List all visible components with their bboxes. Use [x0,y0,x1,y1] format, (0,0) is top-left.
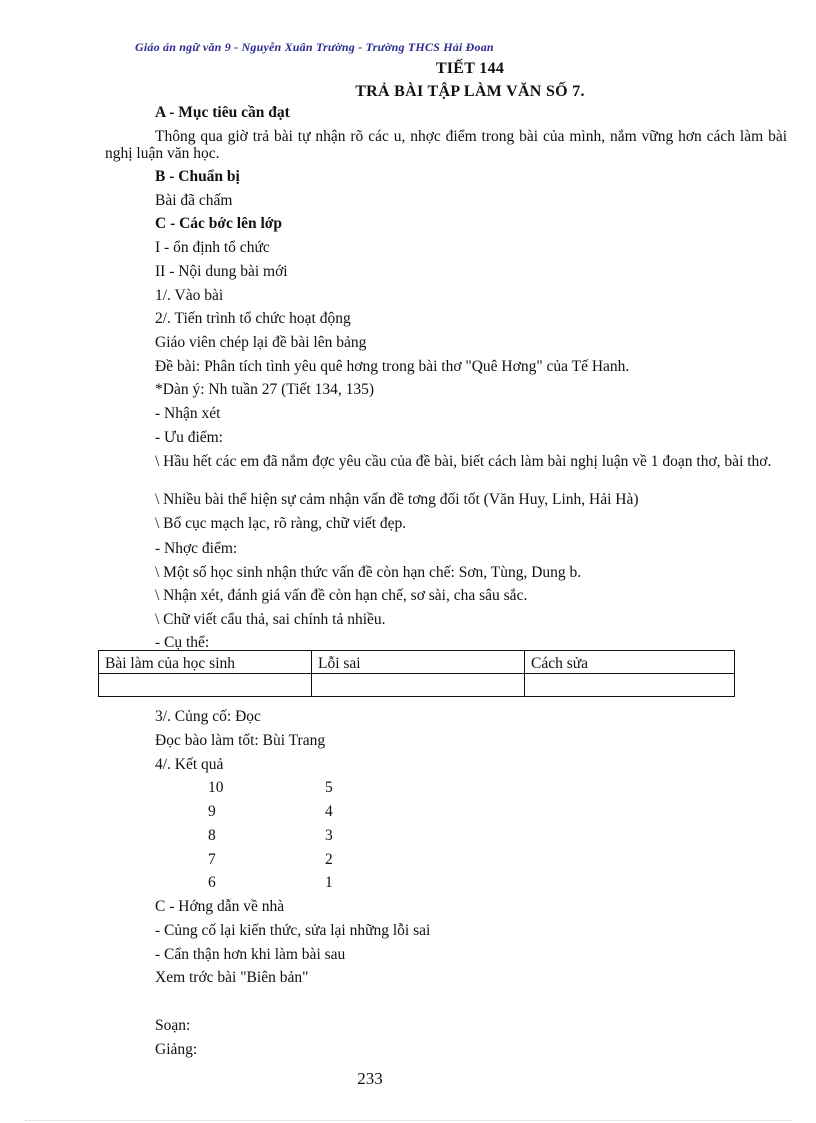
outline-note: *Dàn ý: Nh tuần 27 (Tiết 134, 135) [155,381,374,398]
section-b-body: Bài đã chấm [155,192,233,209]
table-cell [99,674,312,697]
table-header-cell: Cách sửa [525,651,735,674]
table-cell [525,674,735,697]
weaknesses-heading: - Nhợc điểm: [155,540,238,557]
table-header-row [99,651,735,674]
step-2: II - Nội dung bài mới [155,263,288,280]
result-right: 4 [325,803,333,820]
table-cell [312,674,525,697]
remarks-heading: - Nhận xét [155,405,221,422]
result-left: 9 [208,803,216,820]
substep-4: 4/. Kết quả [155,756,224,773]
result-right: 1 [325,874,333,891]
table-header-cell: Lỗi sai [312,651,525,674]
weakness-item-3: \ Chữ viết cẩu thả, sai chính tả nhiều. [155,611,386,628]
substep-3a: Đọc bào làm tốt: Bùi Trang [155,732,326,749]
error-table [98,650,735,697]
specifics-heading: - Cụ thể: [155,634,210,651]
lesson-title: TRẢ BÀI TẬP LÀM VĂN SỐ 7. [355,83,585,100]
table-row [99,674,735,697]
weakness-item-2: \ Nhận xét, đánh giá vấn đề còn hạn chế, sơ sài, cha sâu sắc. [155,587,528,604]
substep-2a: Giáo viên chép lại đề bài lên bảng [155,334,367,351]
homework-item-3: Xem trớc bài "Biên bản" [155,969,309,986]
substep-1: 1/. Vào bài [155,287,224,304]
page-bottom-divider [25,1120,791,1121]
essay-prompt: Đề bài: Phân tích tình yêu quê hơng trong bài thơ "Quê Hơng" của Tế Hanh. [155,358,630,375]
substep-3: 3/. Củng cố: Đọc [155,708,261,725]
homework-item-1: - Củng cố lại kiến thức, sửa lại những lỗi sai [155,922,431,939]
homework-heading: C - Hớng dẫn về nhà [155,898,285,915]
strength-item-3: \ Bố cục mạch lạc, rõ ràng, chữ viết đẹp. [155,515,407,532]
homework-item-2: - Cẩn thận hơn khi làm bài sau [155,946,346,963]
section-b-heading: B - Chuẩn bị [155,168,240,185]
section-c-heading: C - Các bớc lên lớp [155,215,282,232]
section-a-body: Thông qua giờ trả bài tự nhận rõ các u, nhợc điểm trong bài của mình, nắm vững hơn cách làm bài nghị luận văn học. [105,128,787,162]
result-left: 10 [208,779,224,796]
strengths-heading: - Ưu điểm: [155,429,223,446]
strength-item-2: \ Nhiều bài thể hiện sự cảm nhận vấn đề tơng đối tốt (Văn Huy, Linh, Hải Hà) [155,491,639,508]
result-left: 8 [208,827,216,844]
lesson-number: TIẾT 144 [435,60,505,77]
substep-2: 2/. Tiến trình tổ chức hoạt động [155,310,351,327]
result-left: 6 [208,874,216,891]
result-right: 5 [325,779,333,796]
result-left: 7 [208,851,216,868]
prepared-date-label: Soạn: [155,1017,191,1034]
step-1: I - ổn định tổ chức [155,239,270,256]
page-number: 233 [357,1069,383,1088]
strength-item-1: \ Hầu hết các em đã nắm đợc yêu cầu của đề bài, biết cách làm bài nghị luận về 1 đoạn thơ, bài thơ. [155,453,772,470]
result-right: 3 [325,827,333,844]
result-right: 2 [325,851,333,868]
taught-date-label: Giảng: [155,1041,198,1058]
section-a-heading: A - Mục tiêu cần đạt [155,104,290,121]
weakness-item-1: \ Một số học sinh nhận thức vấn đề còn hạn chế: Sơn, Tùng, Dung b. [155,564,582,581]
page-header: Giáo án ngữ văn 9 - Nguyễn Xuân Trường - Trường THCS Hải Đoan [135,40,494,54]
table-header-cell: Bài làm của học sinh [99,651,312,674]
